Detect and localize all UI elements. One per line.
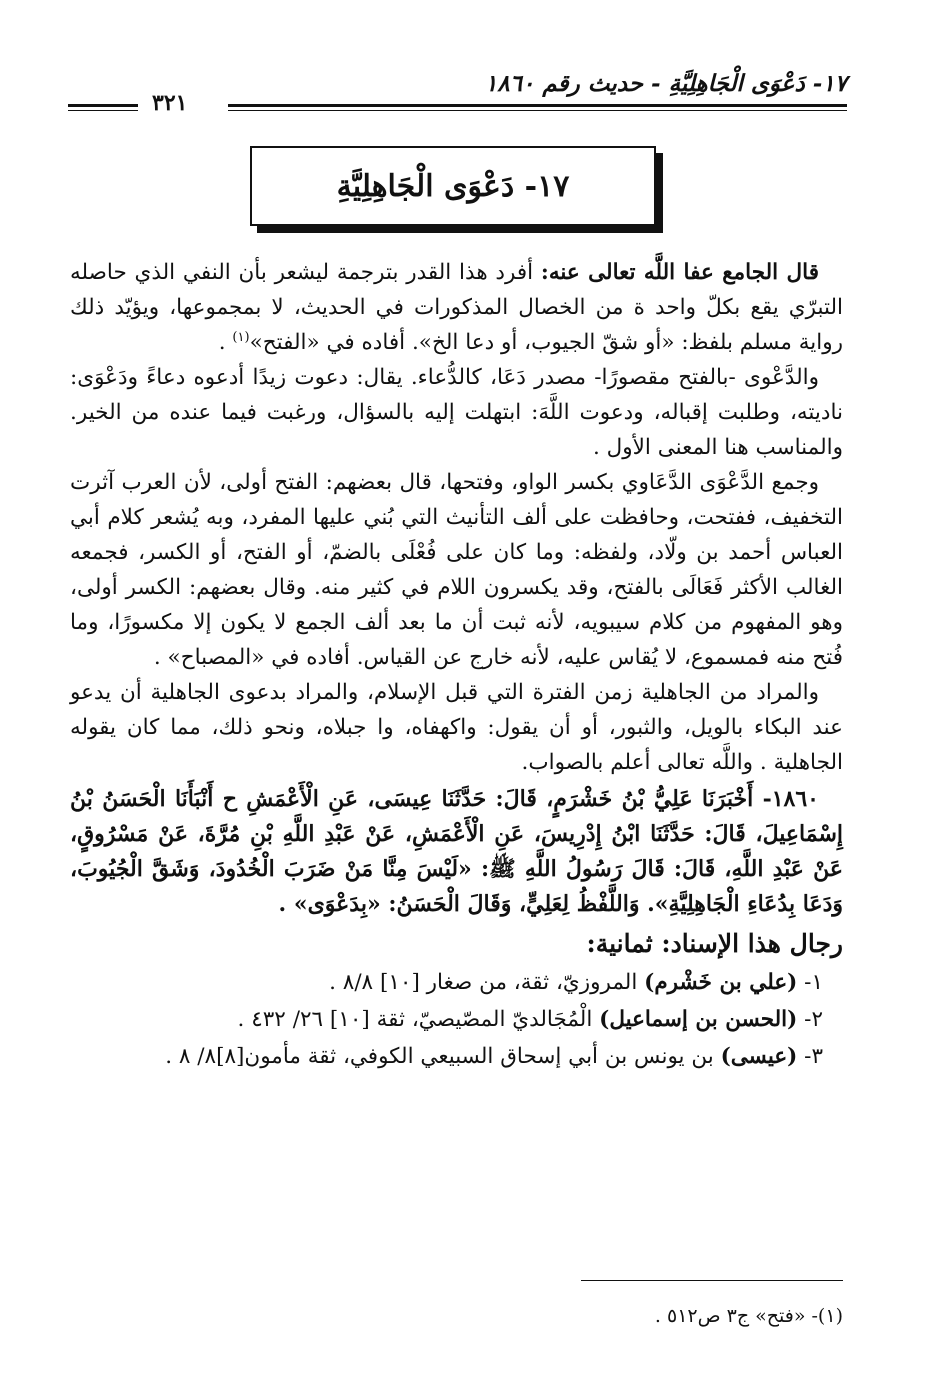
- page-header: [68, 60, 847, 120]
- narrators-list: [70, 964, 843, 1075]
- list-item: [70, 1038, 843, 1075]
- paragraph-jahiliyya: والمراد من الجاهلية زمن الفترة التي قبل الإسلام، والمراد بدعوى الجاهلية أن يدعو عند البكاء بالويل، والثبور، أو أن يقول: واكهفاه، وا جبلاه، ونحو ذلك، مما كان يقوله الجاهلية . واللَّه تعالى أعلم بالصواب.: [70, 680, 843, 775]
- hadith-text: ١٨٦٠- أَخْبَرَنَا عَلِيُّ بْنُ خَشْرَمٍ، قَالَ: حَدَّثَنَا عِيسَى، عَنِ الْأَعْمَشِ ح أَنْبَأَنَا الْحَسَنُ بْنُ إِسْمَاعِيلَ، قَالَ: حَدَّثَنَا ابْنُ إِدْرِيسَ، عَنِ الْأَعْمَشِ، عَنْ عَبْدِ اللَّهِ بْنِ مُرَّةَ، عَنْ مَسْرُوقٍ، عَنْ عَبْدِ اللَّهِ، قَالَ: قَالَ رَسُولُ اللَّهِ ﷺ: «لَيْسَ مِنَّا مَنْ ضَرَبَ الْخُدُودَ، وَشَقَّ الْجُيُوبَ، وَدَعَا بِدُعَاءِ الْجَاهِلِيَّةِ». وَاللَّفْظُ لِعَلِيٍّ، وَقَالَ الْحَسَنُ: «بِدَعْوَى» .: [70, 786, 843, 917]
- intro-text: أفرد هذا القدر بترجمة ليشعر بأن النفي الذي حاصله التبرّي يقع بكلّ واحد ة من الخصال المذكورات في الحديث، لا بمجموعها، ويؤيّد ذلك رواية مسلم بلفظ: «أو شقّ الجيوب، أو دعا الخ». أفاده في «الفتح»: [70, 260, 843, 355]
- narrator-name: (عيسى): [720, 1044, 798, 1069]
- intro-paragraph: [70, 255, 843, 360]
- intro-lead: قال الجامع عفا اللَّه تعالى عنه:: [540, 260, 819, 285]
- footnote-ref: (١): [232, 329, 250, 345]
- main-text: [70, 255, 843, 1075]
- footnote-divider: [581, 1280, 843, 1281]
- header-rule-left: [68, 104, 138, 111]
- narrator-info: بن يونس بن أبي إسحاق السبيعي الكوفي، ثقة مأمون[٨]٨/ ٨ .: [165, 1044, 721, 1069]
- paragraph-dawa: والدَّعْوى -بالفتح مقصورًا- مصدر دَعَا، كالدُّعاء. يقال: دعوت زيدًا أدعوه دعاءً ودَعْوَى: ناديته، وطلبت إقباله، ودعوت اللَّهَ: ابتهلت إليه بالسؤال، ورغبت فيما عنده من الخير. والمناسب هنا المعنى الأول .: [70, 365, 843, 460]
- narrator-number: ٣-: [804, 1044, 823, 1069]
- list-item: [70, 964, 843, 1001]
- narrator-number: ٢-: [804, 1007, 823, 1032]
- paragraph-plural: وجمع الدَّعْوَى الدَّعَاوي بكسر الواو، وفتحها، قال بعضهم: الفتح أولى، لأن العرب آثرت التخفيف، ففتحت، وحافظت على ألف التأنيث التي بُني عليها المفرد، وبه يُشعر كلام أبي العباس أحمد بن ولّاد، ولفظه: وما كان على فُعْلَى بالضمّ، أو الفتح، أو الكسر، فجمعه الغالب الأكثر فَعَالَى بالفتح، وقد يكسرون اللام في كثير منه. وقال بعضهم: الكسر أولى، وهو المفهوم من كلام سيبويه، لأنه ثبت أن ما بعد ألف الجمع لا يكون إلا مكسورًا، وما فُتح منه فمسموع، لا يُقاس عليه، لأنه خارج عن القياس. أفاده في «المصباح» .: [70, 470, 843, 670]
- narrator-number: ١-: [804, 970, 823, 995]
- chapter-title: ١٧- دَعْوَى الْجَاهِلِيَّةِ: [336, 168, 570, 204]
- footnote: (١)- «فتح» ج٣ ص٥١٢ .: [654, 1305, 843, 1327]
- page-number: ٣٢١: [152, 90, 188, 116]
- narrator-name: (الحسن بن إسماعيل): [599, 1007, 798, 1032]
- intro-end: .: [218, 330, 233, 355]
- narrator-info: المروزيّ، ثقة، من صغار [١٠] ٨/٨ .: [329, 970, 645, 995]
- header-rule-right: [228, 104, 847, 111]
- running-title: ١٧- دَعْوَى الْجَاهِلِيَّةِ - حديث رقم ١٨٦٠: [484, 70, 847, 97]
- chapter-title-box: [250, 146, 656, 226]
- list-item: [70, 1001, 843, 1038]
- narrator-name: (علي بن خَشْرم): [644, 970, 798, 995]
- narrator-info: الْمُجَالديّ المصّيصيّ، ثقة [١٠] ٢٦/ ٤٣٢ .: [237, 1007, 600, 1032]
- narrators-heading: رجال هذا الإسناد: ثمانية:: [586, 929, 843, 958]
